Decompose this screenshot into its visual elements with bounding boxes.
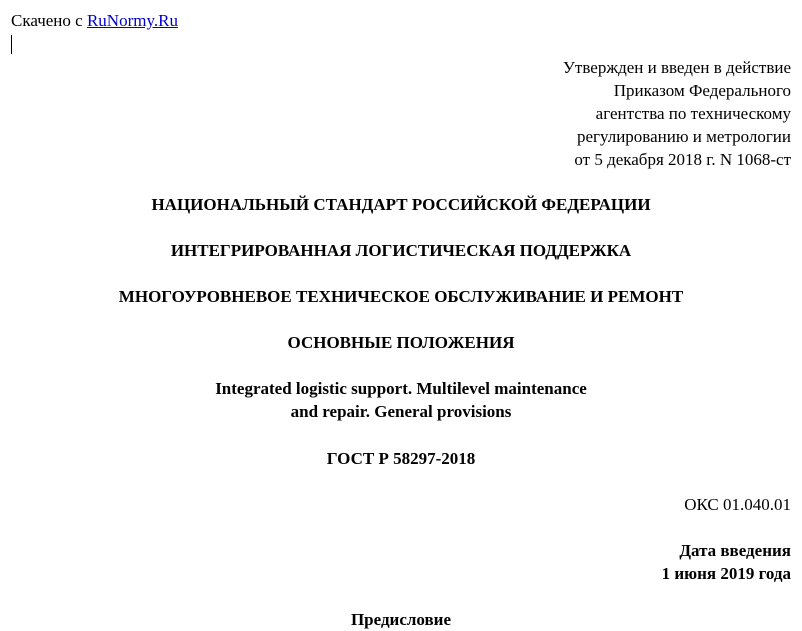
approval-line-4: регулированию и метрологии	[576, 127, 791, 146]
introduction-date-label: Дата введения	[679, 541, 791, 560]
approval-line-3: агентства по техническому	[595, 104, 791, 123]
english-title	[0, 377, 802, 423]
approval-line-5: от 5 декабря 2018 г. N 1068-ст	[574, 150, 791, 169]
oks-code: ОКС 01.040.01	[684, 495, 791, 514]
title-line-2: МНОГОУРОВНЕВОЕ ТЕХНИЧЕСКОЕ ОБСЛУЖИВАНИЕ И РЕМОНТ	[118, 287, 684, 306]
national-standard-heading: НАЦИОНАЛЬНЫЙ СТАНДАРТ РОССИЙСКОЙ ФЕДЕРАЦИИ	[151, 195, 651, 214]
approval-block	[563, 56, 791, 171]
title-line-1: ИНТЕГРИРОВАННАЯ ЛОГИСТИЧЕСКАЯ ПОДДЕРЖКА	[170, 241, 632, 260]
introduction-date-block	[662, 539, 791, 585]
text-cursor	[11, 35, 12, 54]
title-line-3: ОСНОВНЫЕ ПОЛОЖЕНИЯ	[287, 333, 515, 352]
approval-line-2: Приказом Федерального	[613, 81, 791, 100]
foreword-heading: Предисловие	[350, 610, 452, 629]
runormy-link[interactable]: RuNormy.Ru	[86, 11, 178, 30]
introduction-date-value: 1 июня 2019 года	[661, 564, 791, 583]
downloaded-prefix: Скачено с	[11, 11, 87, 30]
approval-line-1: Утвержден и введен в действие	[562, 58, 791, 77]
downloaded-from-note	[11, 10, 178, 32]
gost-number: ГОСТ Р 58297-2018	[326, 449, 476, 468]
english-title-line-1: Integrated logistic support. Multilevel maintenance	[215, 379, 587, 398]
english-title-line-2: and repair. General provisions	[290, 402, 512, 421]
